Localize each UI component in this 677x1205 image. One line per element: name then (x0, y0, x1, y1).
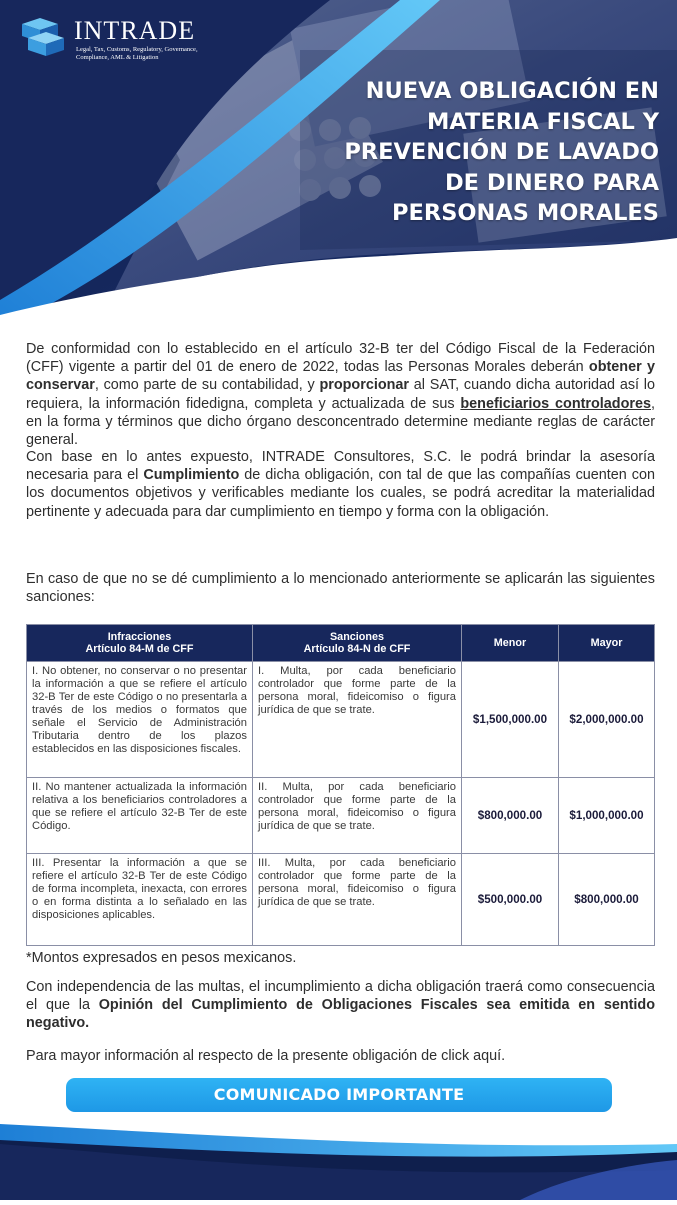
sanctions-table (26, 624, 655, 946)
bold-text: Opinión del Cumplimiento de Obligaciones Fiscales sea emitida en sentido negativo. (26, 997, 655, 1032)
text-run: Con independencia de las multas, el incumplimiento a dicha obligación traerá como consecuencia el que la (26, 979, 655, 1014)
company-logo (20, 16, 210, 62)
title-line: NUEVA OBLIGACIÓN EN (365, 78, 659, 104)
title-line: DE DINERO PARA (445, 169, 659, 196)
sancion-cell: II. Multa, por cada beneficiario controlador que forme parte de la persona moral, fideicomiso o figura jurídica de que se trate. (253, 778, 462, 854)
header-menor: Menor (462, 625, 559, 662)
menor-amount: $800,000.00 (462, 778, 559, 854)
header-label: Sanciones (329, 631, 384, 643)
header-sublabel: Artículo 84-M de CFF (85, 643, 194, 655)
mayor-amount: $1,000,000.00 (559, 778, 655, 854)
infraccion-cell: II. No mantener actualizada la información relativa a los beneficiarios controladores a que se refiere el artículo 32-B Ter de este Código. (27, 778, 253, 854)
table-header-row (27, 625, 655, 662)
advisory-paragraph (26, 448, 655, 521)
header-sublabel: Artículo 84-N de CFF (303, 643, 411, 655)
sancion-cell: III. Multa, por cada beneficiario controlador que forme parte de la persona moral, fideicomiso o figura jurídica de que se trate. (253, 854, 462, 946)
infraccion-cell: I. No obtener, no conservar o no presentar la información a que se refiere el artículo 32-B Ter de este Código o no presentarla a través de los medios o formatos que señale el Servicio de Administración Tributaria dentro de los plazos establecidos en las disposiciones fiscales. (27, 662, 253, 778)
bold-text: obtener y conservar (26, 359, 655, 394)
menor-amount: $500,000.00 (462, 854, 559, 946)
table-row (27, 854, 655, 946)
mayor-amount: $800,000.00 (559, 854, 655, 946)
mayor-amount: $2,000,000.00 (559, 662, 655, 778)
intro-paragraph (26, 340, 655, 449)
text-run: de dicha obligación, con tal de que las compañías cuenten con los documentos objetivos y verificables mediante los cuales, se podrá acreditar la materialidad pertinente y adecuada para dar cumplimiento en tiempo y forma con la obligación. (26, 467, 655, 520)
infraccion-cell: III. Presentar la información a que se refiere el artículo 32-B Ter de este Código de forma incompleta, inexacta, con errores o en forma distinta a lo señalado en las disposiciones aplicables. (27, 854, 253, 946)
header-label: Infracciones (107, 631, 172, 643)
more-info-link[interactable]: Para mayor información al respecto de la presente obligación de click aquí. (26, 1048, 506, 1064)
stacked-cubes-icon (20, 16, 66, 58)
footer-decoration (0, 1110, 677, 1200)
title-line: PREVENCIÓN DE LAVADO (344, 139, 659, 165)
underlined-text: beneficiarios controladores (460, 395, 651, 412)
text-run: , en la forma y términos que dicho órgano desconcentrado determine mediante reglas de carácter general. (26, 395, 655, 449)
footer-waves (0, 1110, 677, 1200)
comunicado-button[interactable]: COMUNICADO IMPORTANTE (66, 1078, 612, 1112)
logo-tagline: Legal, Tax, Customs, Regulatory, Governance, Compliance, AML & Litigation (76, 46, 198, 61)
text-run: , como parte de su contabilidad, y (94, 377, 320, 394)
title-line: MATERIA FISCAL Y (426, 108, 659, 135)
menor-amount: $1,500,000.00 (462, 662, 559, 778)
text-run: De conformidad con lo establecido en el artículo 32-B ter del Código Fiscal de la Federación (CFF) vigente a partir del 01 de enero de 2022, todas las Personas Morales deberán (26, 341, 655, 376)
sanctions-intro: En caso de que no se dé cumplimiento a lo mencionado anteriormente se aplicarán las siguientes sanciones: (26, 571, 655, 606)
bold-text: proporcionar (319, 377, 410, 394)
text-run: Con base en lo antes expuesto, INTRADE Consultores, S.C. le podrá brindar la asesoría necesaria para el (26, 449, 655, 484)
logo-name: INTRADE (74, 16, 196, 45)
header-sanciones (253, 625, 462, 662)
sancion-cell: I. Multa, por cada beneficiario controlador que forme parte de la persona moral, fideicomiso o figura jurídica de que se trate. (253, 662, 462, 778)
bold-text: Cumplimiento (143, 467, 240, 484)
header-mayor: Mayor (559, 625, 655, 662)
table-row (27, 778, 655, 854)
text-run: al SAT, cuando dicha autoridad así lo requiera, la información fidedigna, completa y actualizada de sus (26, 377, 655, 412)
table-row (27, 662, 655, 778)
header-infracciones (27, 625, 253, 662)
hero-banner (0, 0, 677, 330)
page-title (299, 76, 659, 229)
title-line: PERSONAS MORALES (392, 200, 659, 226)
consequence-paragraph (26, 978, 655, 1033)
currency-note: *Montos expresados en pesos mexicanos. (26, 950, 297, 966)
